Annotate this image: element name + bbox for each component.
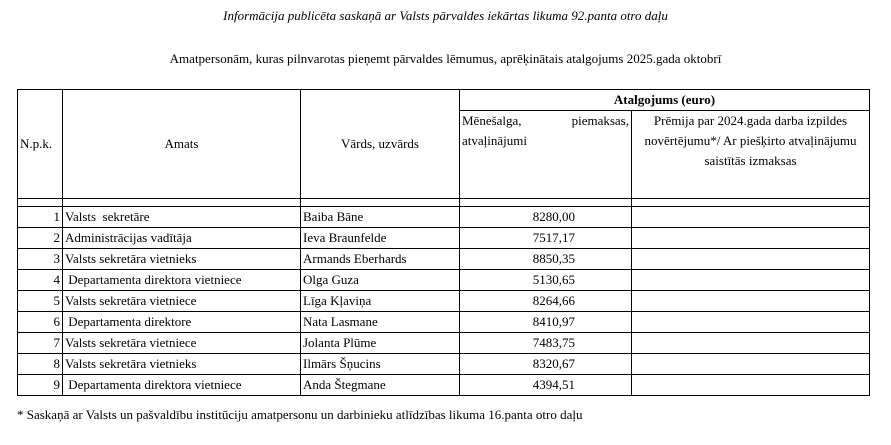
row-bonus xyxy=(632,270,870,291)
row-bonus xyxy=(632,354,870,375)
salary-table xyxy=(17,89,870,396)
spacer-row xyxy=(18,199,870,207)
row-bonus xyxy=(632,333,870,354)
row-position: Departamenta direktora vietniece xyxy=(63,375,301,396)
row-position: Valsts sekretāre xyxy=(63,207,301,228)
table-row xyxy=(18,312,870,333)
table-row xyxy=(18,270,870,291)
table-row xyxy=(18,333,870,354)
header-monthly-salary: Mēnešalga, piemaksas, atvaļinājumi xyxy=(460,111,632,199)
row-name: Armands Eberhards xyxy=(301,249,460,270)
row-name: Baiba Bāne xyxy=(301,207,460,228)
table-header-row xyxy=(18,90,870,111)
row-position: Valsts sekretāra vietnieks xyxy=(63,249,301,270)
header-name: Vārds, uzvārds xyxy=(301,90,460,199)
row-salary: 8850,35 xyxy=(460,249,632,270)
row-number: 7 xyxy=(18,333,63,354)
table-body xyxy=(18,207,870,396)
row-position: Valsts sekretāra vietniece xyxy=(63,333,301,354)
row-number: 1 xyxy=(18,207,63,228)
row-position: Departamenta direktora vietniece xyxy=(63,270,301,291)
row-number: 8 xyxy=(18,354,63,375)
row-salary: 8280,00 xyxy=(460,207,632,228)
row-name: Ilmārs Šņucins xyxy=(301,354,460,375)
row-position: Administrācijas vadītāja xyxy=(63,228,301,249)
row-position: Valsts sekretāra vietniece xyxy=(63,291,301,312)
row-number: 5 xyxy=(18,291,63,312)
row-position: Departamenta direktore xyxy=(63,312,301,333)
row-bonus xyxy=(632,312,870,333)
row-name: Olga Guza xyxy=(301,270,460,291)
table-row xyxy=(18,207,870,228)
row-number: 3 xyxy=(18,249,63,270)
table-row xyxy=(18,228,870,249)
row-bonus xyxy=(632,291,870,312)
header-bonus: Prēmija par 2024.gada darba izpildes novērtējumu*/ Ar piešķirto atvaļinājumu saistītās izmaksas xyxy=(632,111,870,199)
header-salary-group: Atalgojums (euro) xyxy=(460,90,870,111)
table-row xyxy=(18,375,870,396)
table-row xyxy=(18,249,870,270)
row-salary: 7483,75 xyxy=(460,333,632,354)
header-position: Amats xyxy=(63,90,301,199)
row-name: Līga Kļaviņa xyxy=(301,291,460,312)
row-salary: 8320,67 xyxy=(460,354,632,375)
row-number: 4 xyxy=(18,270,63,291)
row-salary: 4394,51 xyxy=(460,375,632,396)
row-salary: 5130,65 xyxy=(460,270,632,291)
report-title: Amatpersonām, kuras pilnvarotas pieņemt pārvaldes lēmumus, aprēķinātais atalgojums 2025.gada oktobrī xyxy=(169,51,722,66)
table-row xyxy=(18,291,870,312)
row-number: 2 xyxy=(18,228,63,249)
table-row xyxy=(18,354,870,375)
row-name: Nata Lasmane xyxy=(301,312,460,333)
row-number: 9 xyxy=(18,375,63,396)
row-salary: 7517,17 xyxy=(460,228,632,249)
row-salary: 8410,97 xyxy=(460,312,632,333)
row-name: Jolanta Plūme xyxy=(301,333,460,354)
row-name: Anda Štegmane xyxy=(301,375,460,396)
row-salary: 8264,66 xyxy=(460,291,632,312)
header-npk: N.p.k. xyxy=(18,90,63,199)
row-number: 6 xyxy=(18,312,63,333)
row-bonus xyxy=(632,375,870,396)
row-name: Ieva Braunfelde xyxy=(301,228,460,249)
footnote: * Saskaņā ar Valsts un pašvaldību institūciju amatpersonu un darbinieku atlīdzības likuma 16.panta otro daļu xyxy=(17,407,583,422)
row-bonus xyxy=(632,228,870,249)
row-position: Valsts sekretāra vietnieks xyxy=(63,354,301,375)
row-bonus xyxy=(632,207,870,228)
intro-note: Informācija publicēta saskaņā ar Valsts pārvaldes iekārtas likuma 92.panta otro daļu xyxy=(223,8,668,23)
row-bonus xyxy=(632,249,870,270)
